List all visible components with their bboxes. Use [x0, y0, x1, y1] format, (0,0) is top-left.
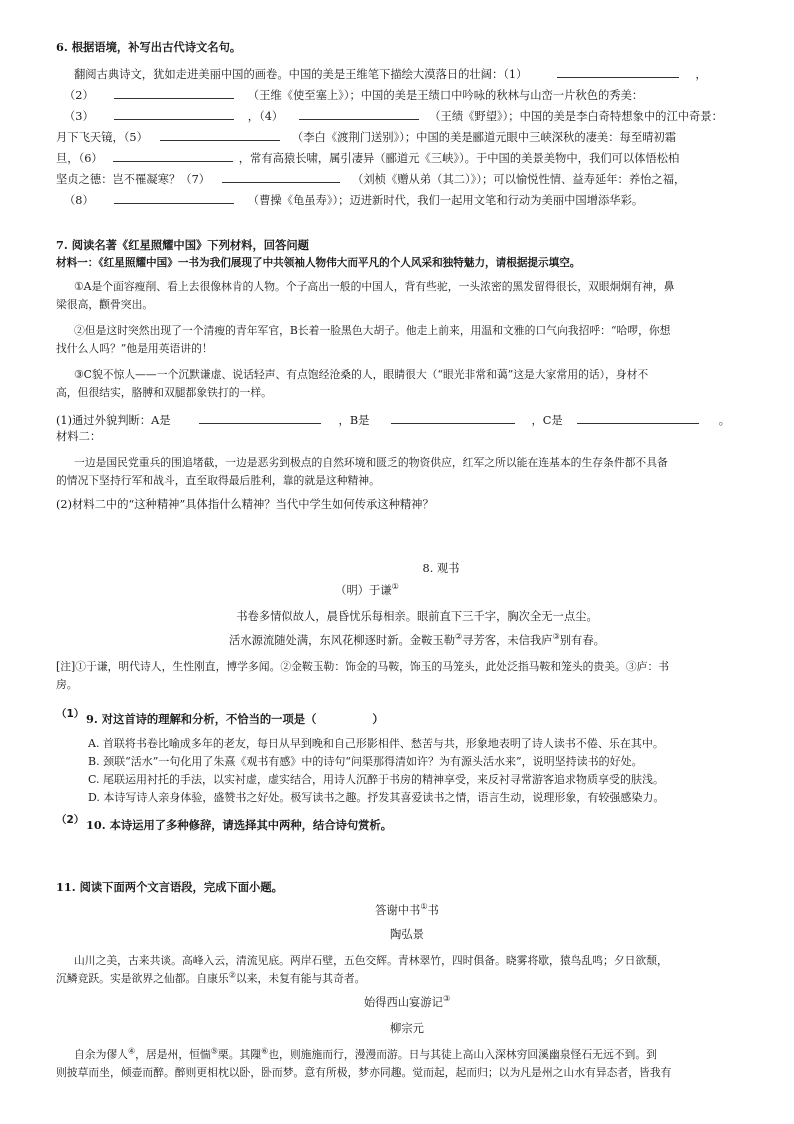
answer-blank-8[interactable]	[114, 190, 234, 204]
answer-blank-1[interactable]	[557, 64, 679, 78]
answer-blank-4[interactable]	[299, 106, 419, 120]
poem-notes-a: [注]①于谦，明代诗人，生性刚直，博学多闻。②金鞍玉勒：饰金的马鞍，饰玉的马笼头，此处泛指马鞍和笼头的贵美。③庐：书	[56, 660, 670, 673]
q6-title: 6. 根据语境，补写出古代诗文名句。	[56, 40, 242, 54]
answer-blank-7[interactable]	[222, 169, 340, 183]
q9-option-d[interactable]: D. 本诗写诗人亲身体验，盛赞书之好处。极写读书之趣。抒发其喜爱读书之情，语言生动，说理形象，有较强感染力。	[88, 791, 665, 804]
q7-subq-2: (2)材料二中的“这种精神”具体指什么精神？当代中学生如何传承这种精神？	[56, 498, 434, 511]
q6-line-4: 月下飞天镜，（5） （李白《渡荆门送别》）；中国的美是郦道元眼中三峡深秋的凄美：每至晴初霜	[56, 127, 676, 147]
answer-blank-2[interactable]	[114, 85, 234, 99]
q7-subq-1: (1)通过外貌判断：A是 ，B是 ，C是 。	[56, 410, 730, 430]
text-1-title: 答谢中书①书	[375, 902, 439, 917]
footnote-ref-4: ④	[127, 1046, 136, 1056]
subquestion-marker-1: （1）	[56, 708, 85, 720]
q7-material-2-para-b: 的情况下坚持行军和战斗，直至取得最后胜利，靠的就是这种精神。	[56, 474, 380, 487]
q9-option-b[interactable]: B. 颈联“活水”一句化用了朱熹《观书有感》中的诗句“问渠那得清如许？为有源头活水来”，说明坚持读书的好处。	[88, 755, 643, 768]
text-2-para-b: 则披草而坐，倾壶而醉。醉则更相枕以卧，卧而梦。意有所极，梦亦同趣。觉而起，起而归；以为凡是州之山水有异态者，皆我有	[56, 1066, 672, 1079]
q7-para-1b: 梁很高，颧骨突出。	[56, 298, 154, 311]
footnote-ref-t1-2: ②	[228, 970, 236, 980]
q7-para-3a: ③C貌不惊人——一个沉默谦虚、说话轻声、有点饱经沧桑的人，眼睛很大（“眼光非常和蔼”这是大家常用的话），身材不	[74, 368, 649, 381]
answer-blank-3[interactable]	[114, 106, 234, 120]
text-2-para-a: 自余为僇人④，居是州，恒惴⑤栗。其隟⑥也，则施施而行，漫漫而游。日与其徒上高山入深林穷回溪幽泉怪石无远不到。到	[74, 1046, 657, 1061]
q6-line-2: （2） （王维《使至塞上》）；中国的美是王绩口中吟咏的秋林与山峦一片秋色的秀美：	[64, 85, 643, 105]
q11-title: 11. 阅读下面两个文言语段，完成下面小题。	[56, 880, 283, 894]
footnote-ref-3: ③	[552, 632, 560, 642]
footnote-ref-5: ⑤	[210, 1046, 218, 1056]
q7-para-1a: ①A是个面容瘦削、看上去很像林肯的人物。个子高出一般的中国人，背有些驼，一头浓密的黑发留得很长，双眼炯炯有神，鼻	[74, 280, 675, 293]
q7-material-1: 材料一：《红星照耀中国》一书为我们展现了中共领袖人物伟大而平凡的个人风采和独特魅力，请根据提示填空。	[56, 257, 581, 269]
poem-title: 8. 观书	[422, 562, 460, 575]
q6-line-5: 旦，（6） ，常有高猿长啸，属引凄异（郦道元《三峡》）。于中国的美景美物中，我们可以体悟松柏	[56, 148, 679, 168]
answer-blank-6[interactable]	[113, 148, 233, 162]
poem-verse-1: 书卷多情似故人，晨昏忧乐每相亲。眼前直下三千字，胸次全无一点尘。	[236, 610, 598, 623]
q7-para-2b: 找什么人吗？”他是用英语讲的！	[56, 342, 213, 355]
q7-material-2: 材料二：	[56, 430, 102, 443]
text-1-para-a: 山川之美，古来共谈。高峰入云，清流见底。两岸石壁，五色交辉。青林翠竹，四时俱备。晓雾将歇，猿鸟乱鸣；夕日欲颓，	[74, 954, 668, 967]
q7-para-2a: ②但是这时突然出现了一个清瘦的青年军官，B长着一脸黑色大胡子。他走上前来，用温和文雅的口气向我招呼：“哈啰，你想	[74, 324, 671, 337]
poem-verse-2: 活水源流随处满，东风花柳逐时新。金鞍玉勒②寻芳客，未信我庐③别有春。	[229, 632, 605, 647]
q9-title: 9. 对这首诗的理解和分析，不恰当的一项是（ ）	[86, 712, 384, 726]
answer-blank-a[interactable]	[199, 410, 321, 424]
q7-title: 7. 阅读名著《红星照耀中国》下列材料，回答问题	[56, 238, 309, 252]
answer-blank-5[interactable]	[160, 127, 280, 141]
text-2-author: 柳宗元	[390, 1022, 424, 1035]
q6-line-7: （8） （曹操《龟虽寿》）；迈进新时代，我们一起用文笔和行动为美丽中国增添华彩。	[64, 190, 643, 210]
footnote-ref-2: ②	[455, 632, 463, 642]
subquestion-marker-2: （2）	[56, 814, 85, 826]
q6-line-3: （3） ，（4） （王绩《野望》）；中国的美是李白奇特想象中的江中奇景：	[64, 106, 723, 126]
footnote-ref-6: ⑥	[261, 1046, 269, 1056]
q7-para-3b: 高，但很结实，胳膊和双腿都象铁打的一样。	[56, 386, 272, 399]
q9-option-c[interactable]: C. 尾联运用衬托的手法，以实衬虚，虚实结合，用诗人沉醉于书房的精神享受，来反衬寻常游客追求物质享受的肤浅。	[88, 773, 665, 786]
answer-blank-c[interactable]	[577, 410, 699, 424]
poem-notes-b: 房。	[56, 678, 78, 691]
q7-material-2-para-a: 一边是国民党重兵的围追堵截，一边是恶劣到极点的自然环境和匮乏的物资供应，红军之所以能在连基本的生存条件都不具备	[74, 456, 668, 469]
q6-line-1: 翻阅古典诗文，犹如走进美丽中国的画卷。中国的美是王维笔下描绘大漠落日的壮阔：（1） ，	[74, 64, 707, 84]
poem-author: （明）于谦①	[335, 582, 399, 597]
q10-title: 10. 本诗运用了多种修辞，请选择其中两种，结合诗句赏析。	[86, 818, 393, 832]
text-1-author: 陶弘景	[390, 928, 424, 941]
q9-option-a[interactable]: A. 首联将书卷比喻成多年的老友，每日从早到晚和自己形影相伴、愁苦与共，形象地表明了诗人读书不倦、乐在其中。	[88, 737, 664, 750]
footnote-ref-t1: ①	[420, 902, 428, 912]
answer-blank-b[interactable]	[391, 410, 515, 424]
text-2-title: 始得西山宴游记③	[363, 994, 451, 1009]
footnote-ref-1: ①	[391, 582, 399, 592]
text-1-para-b: 沉鳞竞跃。实是欲界之仙都。自康乐②以来，未复有能与其奇者。	[56, 970, 366, 985]
footnote-ref-t2: ③	[442, 994, 451, 1004]
q6-line-6: 坚贞之德：岂不罹凝寒？（7） （刘桢《赠从弟（其二）》）；可以愉悦性情、益寿延年：养怡之福，	[56, 169, 685, 189]
